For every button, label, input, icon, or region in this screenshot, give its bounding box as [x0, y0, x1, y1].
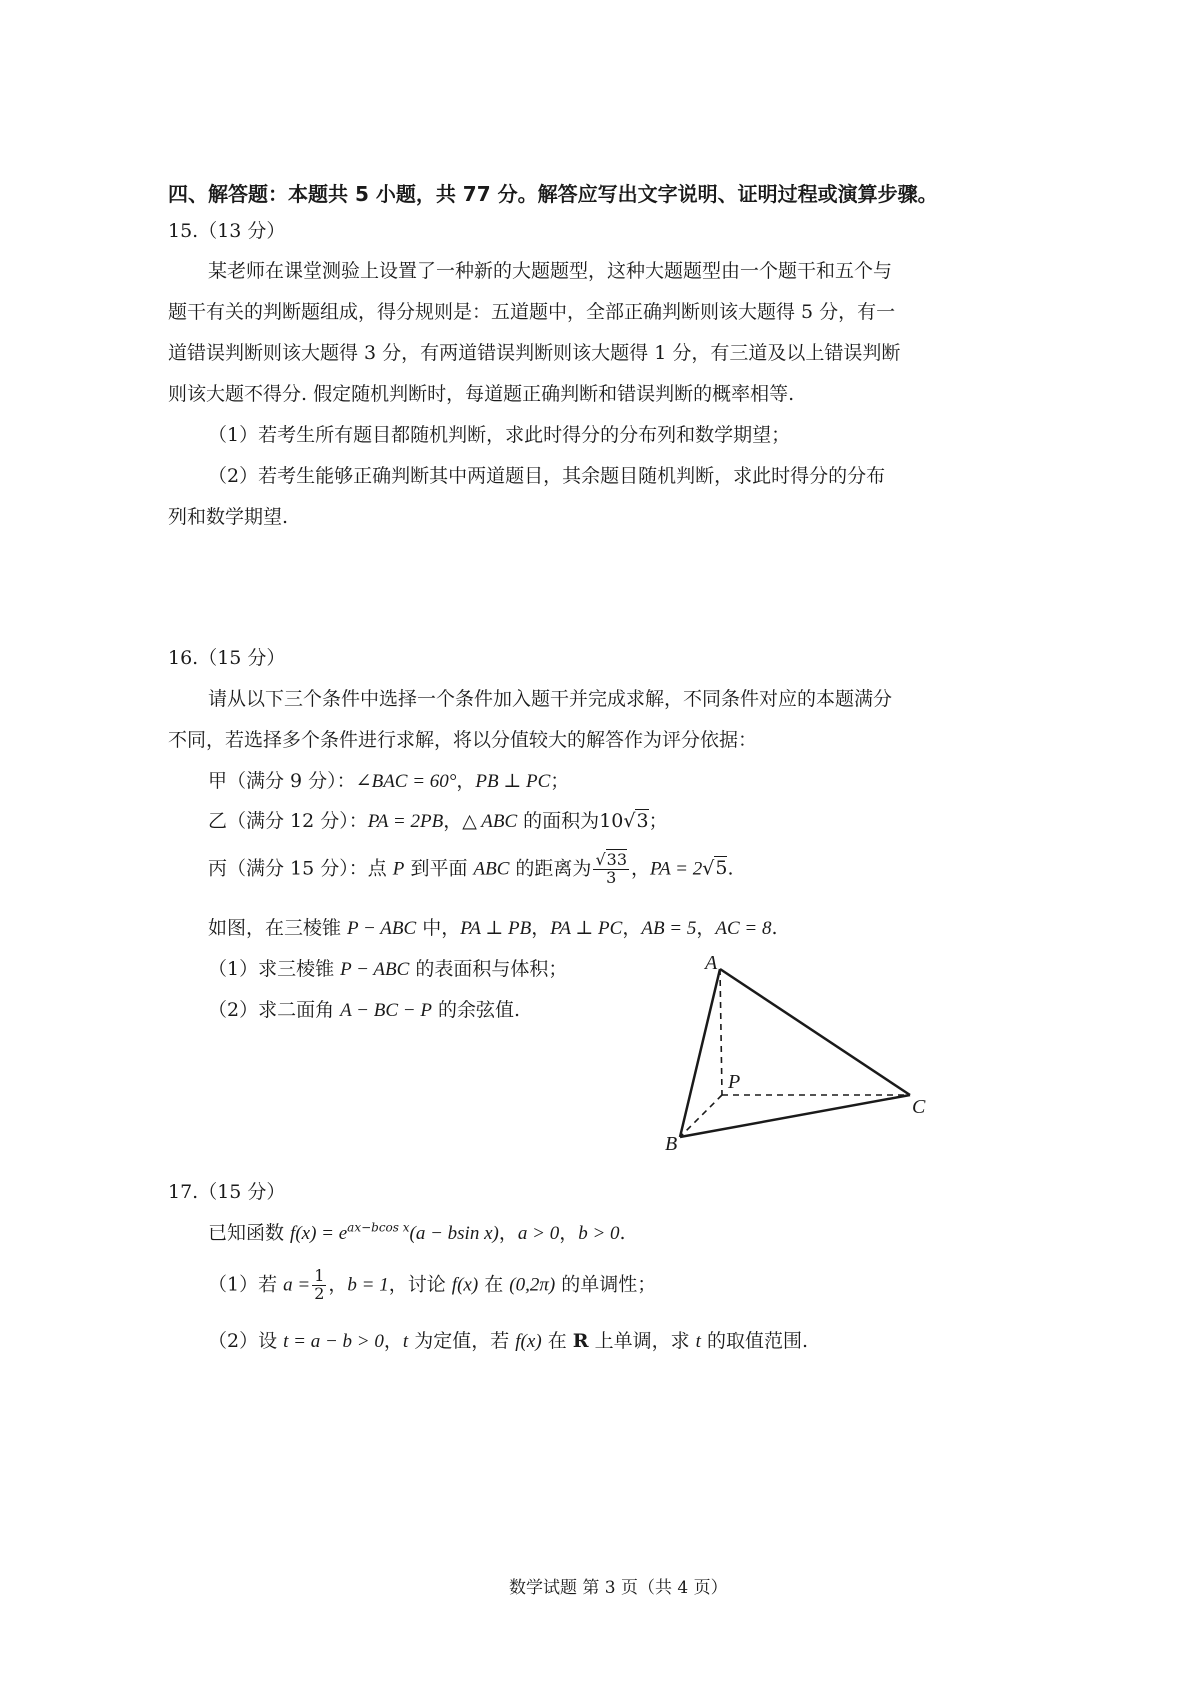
terminator: .: [619, 1222, 626, 1244]
edge-PA-hidden: [720, 969, 722, 1095]
text: （2）求二面角: [208, 999, 341, 1021]
separator: ，: [531, 917, 551, 939]
text: 的余弦值.: [431, 999, 521, 1021]
math-expression: PA = 2: [650, 858, 703, 880]
text: 的表面积与体积；: [409, 958, 568, 980]
text: 的单调性；: [555, 1273, 657, 1296]
vertex-label-A: A: [705, 952, 718, 974]
math-expression: t: [402, 1331, 409, 1352]
text: （1）若: [208, 1273, 284, 1296]
text: 如图，在三棱锥: [208, 917, 348, 939]
q17-part-1: [208, 1268, 656, 1303]
fraction-denominator: 2: [314, 1283, 325, 1303]
math-expression: b = 1: [347, 1274, 389, 1296]
q17-header: 17.（15 分）: [168, 1181, 286, 1203]
fraction-numerator: √33: [595, 850, 627, 869]
q15-stem-line-3: 道错误判断则该大题得 3 分，有两道错误判断则该大题得 1 分，有三道及以上错误判断: [168, 342, 901, 364]
math-expression: △ ABC: [462, 811, 518, 832]
q16-condition-yi: 乙（满分 12 分）：PA = 2PB，△ ABC 的面积为10√3；: [208, 810, 668, 832]
text: 上单调，求: [588, 1330, 696, 1352]
condition-label: 丙（满分 15 分）：点: [208, 857, 393, 880]
text: 的取值范围.: [700, 1330, 809, 1352]
q15-part-2-line-2: 列和数学期望.: [168, 506, 289, 528]
edge-BC: [680, 1095, 910, 1137]
condition-label: 甲（满分 9 分）：: [208, 770, 356, 792]
terminator: ；: [550, 770, 570, 792]
math-expression: AB = 5: [641, 918, 697, 939]
q15-part-1: （1）若考生所有题目都随机判断，求此时得分的分布列和数学期望；: [208, 424, 791, 446]
distance-fraction: [593, 852, 629, 887]
separator: ，: [383, 1330, 403, 1352]
math-expression: A − BC − P: [340, 1000, 432, 1021]
radicand: 33: [606, 850, 627, 869]
math-expression: a =: [283, 1274, 311, 1296]
math-expression: PB ⊥ PC: [475, 771, 551, 792]
math-expression: P − ABC: [347, 918, 417, 939]
fraction-denominator: 3: [606, 867, 617, 887]
math-expression: ∠BAC = 60°: [355, 771, 457, 792]
text: （2）设: [208, 1330, 284, 1352]
q16-given: [208, 913, 778, 940]
vertex-label-B: B: [665, 1133, 678, 1155]
text: 到平面: [404, 857, 474, 880]
separator: ，: [622, 917, 642, 939]
math-expression: (0,2π): [509, 1274, 556, 1296]
q16-part-2: [208, 995, 520, 1022]
text: 中，: [416, 917, 461, 939]
real-numbers-symbol: R: [572, 1330, 589, 1352]
terminator: ；: [648, 810, 668, 832]
q16-intro-line-2: 不同，若选择多个条件进行求解，将以分值较大的解答作为评分依据：: [168, 729, 758, 751]
area-radicand: 3: [636, 810, 649, 832]
math-expression: t: [695, 1331, 701, 1352]
q15-header: 15.（13 分）: [168, 220, 286, 242]
math-expression: ABC: [473, 858, 510, 880]
text: 在: [541, 1330, 573, 1352]
q16-part-1: [208, 954, 567, 981]
area-coefficient: 10: [599, 810, 624, 832]
terminator: .: [771, 917, 778, 939]
math-expression: PA ⊥ PC: [550, 918, 623, 939]
edge-AC: [720, 969, 910, 1095]
math-expression: a > 0: [517, 1223, 560, 1244]
separator: ，: [696, 917, 716, 939]
section-heading: 四、解答题：本题共 5 小题，共 77 分。解答应写出文字说明、证明过程或演算步骤。: [168, 182, 938, 206]
q17-function-definition: [208, 1218, 626, 1245]
separator: ，: [443, 810, 463, 832]
tetrahedron-figure: [665, 945, 960, 1160]
q15-part-2-line-1: （2）若考生能够正确判断其中两道题目，其余题目随机判断，求此时得分的分布: [208, 465, 886, 487]
q16-intro-line-1: 请从以下三个条件中选择一个条件加入题干并完成求解，不同条件对应的本题满分: [208, 688, 893, 710]
math-expression: AC = 8: [715, 918, 772, 939]
text: 的面积为: [517, 810, 600, 832]
text: 已知函数: [208, 1222, 291, 1244]
separator: ，: [328, 1273, 348, 1296]
separator: ，: [559, 1222, 579, 1244]
exponent: ax−bcos x: [347, 1220, 410, 1235]
terminator: .: [727, 857, 734, 880]
separator: ，: [631, 857, 651, 880]
q15-stem-line-2: 题干有关的判断题组成，得分规则是：五道题中，全部正确判断则该大题得 5 分，有一: [168, 301, 896, 323]
math-expression: b > 0: [578, 1223, 620, 1244]
q16-condition-jia: [208, 766, 569, 793]
fraction: [312, 1268, 326, 1303]
q16-condition-bing: 丙（满分 15 分）：点 P 到平面 ABC 的距离为 $\frac{√33}{3}$ ，PA = 2√5.: [208, 850, 734, 887]
math-expression: f(x): [515, 1331, 542, 1352]
q15-stem-line-1: 某老师在课堂测验上设置了一种新的大题题型，这种大题题型由一个题干和五个与: [208, 260, 893, 282]
condition-label: 乙（满分 12 分）：: [208, 810, 368, 832]
q17-part-2: [208, 1326, 808, 1353]
page-footer: 数学试题 第 3 页（共 4 页）: [509, 1578, 728, 1598]
q16-header: 16.（15 分）: [168, 647, 286, 669]
radicand: 5: [715, 857, 728, 880]
q15-stem-line-4: 则该大题不得分. 假定随机判断时，每道题正确判断和错误判断的概率相等.: [168, 383, 795, 405]
math-expression: P − ABC: [340, 959, 410, 980]
text: 在: [478, 1273, 510, 1296]
math-expression: PA = 2PB: [367, 811, 444, 832]
math-expression: PA ⊥ PB: [460, 918, 532, 939]
text: ，讨论: [388, 1273, 452, 1296]
math-expression: t = a − b > 0: [283, 1331, 384, 1352]
separator: ，: [498, 1222, 518, 1244]
vertex-label-C: C: [912, 1096, 926, 1118]
separator: ，: [456, 770, 476, 792]
vertex-label-P: P: [728, 1071, 741, 1093]
fraction-numerator: 1: [314, 1266, 325, 1285]
math-expression: (a − bsin x): [409, 1223, 499, 1244]
math-expression: P: [392, 858, 405, 880]
math-expression: f(x) = e: [290, 1223, 348, 1244]
text: 为定值，若: [408, 1330, 516, 1352]
math-expression: f(x): [451, 1274, 479, 1296]
text: （1）求三棱锥: [208, 958, 341, 980]
text: 的距离为: [509, 857, 592, 880]
edge-AB: [680, 969, 720, 1137]
